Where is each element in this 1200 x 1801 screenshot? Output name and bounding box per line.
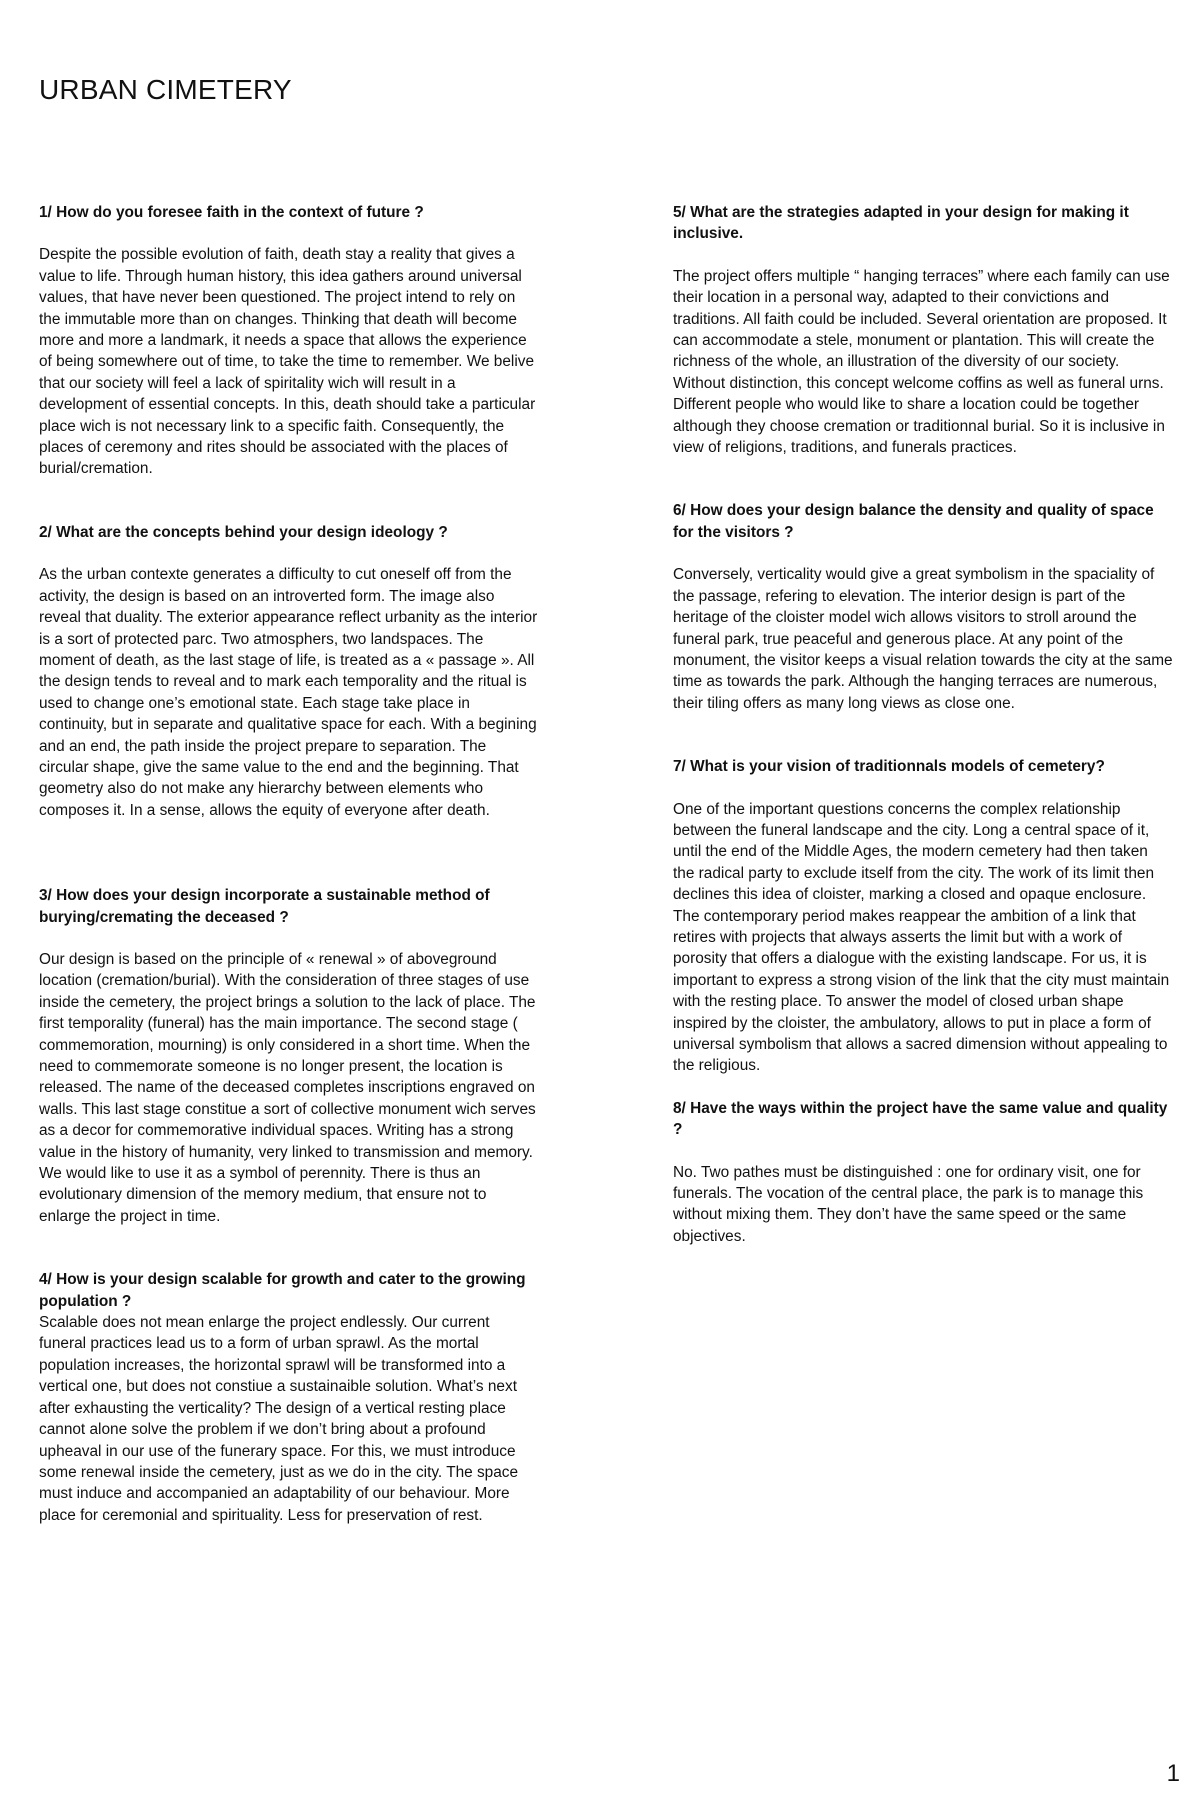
answer-8: No. Two pathes must be distinguished : one for ordinary visit, one for funerals. The vocation of the central place, the park is to manage this without mixing them. They don’t have the same speed or the same objectives. — [673, 1163, 1144, 1245]
section-8 — [673, 1098, 1173, 1247]
answer-3: Our design is based on the principle of « renewal » of aboveground location (cremation/burial). With the consideration of three stages of use inside the cemetery, the project brings a solution to the lack of place. The first temporality (funeral) has the main importance. The second stage ( commemoration, mourning) is only considered in a short time. When the need to commemorate someone is no longer present, the location is released. The name of the deceased completes inscriptions engraved on walls. This last stage constitue a sort of collective monument wich serves as a decor for commemorative individual spaces. Writing has a strong value in the history of humanity, very linked to transmission and memory. We would like to use it as a symbol of perennity. There is thus an evolutionary dimension of the memory medium, that ensure not to enlarge the project in time. — [39, 950, 536, 1225]
question-3: 3/ How does your design incorporate a sustainable method of burying/cremating the deceased ? — [39, 887, 490, 926]
page-title: URBAN CIMETERY — [39, 74, 292, 105]
answer-1: Despite the possible evolution of faith, death stay a reality that gives a value to life. Through human history, this idea gathers around universal values, that have never been questioned. The project intend to rely on the immutable more than on changes. Thinking that death will become more and more a landmark, it needs a space that allows the experience of being somewhere out of time, to take the time to remember. We belive that our society will feel a lack of spiritality wich will result in a development of essential concepts. In this, death should take a particular place wich is not necessary link to a specific faith. Consequently, the places of ceremony and rites should be associated with the places of burial/cremation. — [39, 246, 536, 478]
section-4 — [39, 1269, 539, 1526]
answer-4: Scalable does not mean enlarge the project endlessly. Our current funeral practices lead us to a form of urban sprawl. As the mortal population increases, the horizontal sprawl will be transformed into a vertical one, but does not constiue a sustainaible solution. What’s next after exhausting the verticality? The design of a vertical resting place cannot alone solve the problem if we don’t bring about a profound upheaval in our use of the funerary space. For this, we must introduce some renewal inside the cemetery, just as we do in the city. The space must induce and accompanied an adaptability of our behaviour. More place for ceremonial and spirituality. Less for preservation of rest. — [39, 1314, 519, 1524]
section-5 — [673, 202, 1173, 458]
question-1: 1/ How do you foresee faith in the context of future ? — [39, 204, 424, 221]
question-6: 6/ How does your design balance the density and quality of space for the visitors ? — [673, 502, 1154, 541]
section-3 — [39, 885, 539, 1227]
answer-2: As the urban contexte generates a difficulty to cut oneself off from the activity, the design is based on an introverted form. The image also reveal that duality. The exterior appearance reflect urbanity as the interior is a sort of protected parc. Two atmosphers, two landspaces. The moment of death, as the last stage of life, is treated as a « passage ». All the design tends to reveal and to mark each temporality and the ritual is used to change one’s emotional state. Each stage take place in continuity, but in separate and qualitative space for each. With a begining and an end, the path inside the project prepare to separation. The circular shape, give the same value to the end and the beginning. That geometry also do not make any hierarchy between elements who composes it. In a sense, allows the equity of everyone after death. — [39, 566, 538, 819]
question-2: 2/ What are the concepts behind your design ideology ? — [39, 523, 448, 541]
answer-5: The project offers multiple “ hanging terraces” where each family can use their location in a personal way, adapted to their convictions and traditions. All faith could be included. Several orientation are proposed. It can accommodate a stele, monument or plantation. This will create the richness of the whole, an illustration of the diversity of our society. Without distinction, this concept welcome coffins as well as funeral urns. Different people who would like to share a location could be together although they choose cremation or traditionnal burial. So it is inclusive in view of religions, traditions, and funerals practices. — [673, 267, 1170, 457]
question-7: 7/ What is your vision of traditionnals models of cemetery? — [673, 758, 1105, 776]
section-1 — [39, 202, 539, 480]
question-4: 4/ How is your design scalable for growth and cater to the growing population ? — [39, 1271, 526, 1310]
section-6 — [673, 500, 1173, 714]
left-column — [39, 202, 539, 1526]
right-column — [673, 202, 1173, 1247]
question-8: 8/ Have the ways within the project have the same value and quality ? — [673, 1099, 1168, 1139]
section-7 — [673, 756, 1173, 1077]
page-number: 1 — [1166, 1760, 1180, 1787]
answer-7: One of the important questions concerns the complex relationship between the funeral landscape and the city. Long a central space of it, until the end of the Middle Ages, the modern cemetery had then taken the radical party to exclude itself from the city. The work of its limit then declines this idea of cloister, marking a closed and opaque enclosure. The contemporary period makes reappear the ambition of a link that retires with projects that always asserts the limit but with a work of porosity that offers a dialogue with the existing landscape. For us, it is important to express a strong vision of the link that the city must maintain with the resting place. To answer the model of closed urban shape inspired by the cloister, the ambulatory, allows to put in place a form of universal symbolism that allows a sacred dimension without appealing to the religious. — [673, 800, 1170, 1075]
question-5: 5/ What are the strategies adapted in your design for making it inclusive. — [673, 204, 1129, 243]
section-2 — [39, 522, 539, 821]
answer-6: Conversely, verticality would give a great symbolism in the spaciality of the passage, refering to elevation. The interior design is part of the heritage of the cloister model wich allows visitors to stroll around the funeral park, true peaceful and generous place. At any point of the monument, the visitor keeps a visual relation towards the city at the same time as towards the park. Although the hanging terraces are numerous, their tiling offers as many long views as close one. — [673, 566, 1173, 712]
